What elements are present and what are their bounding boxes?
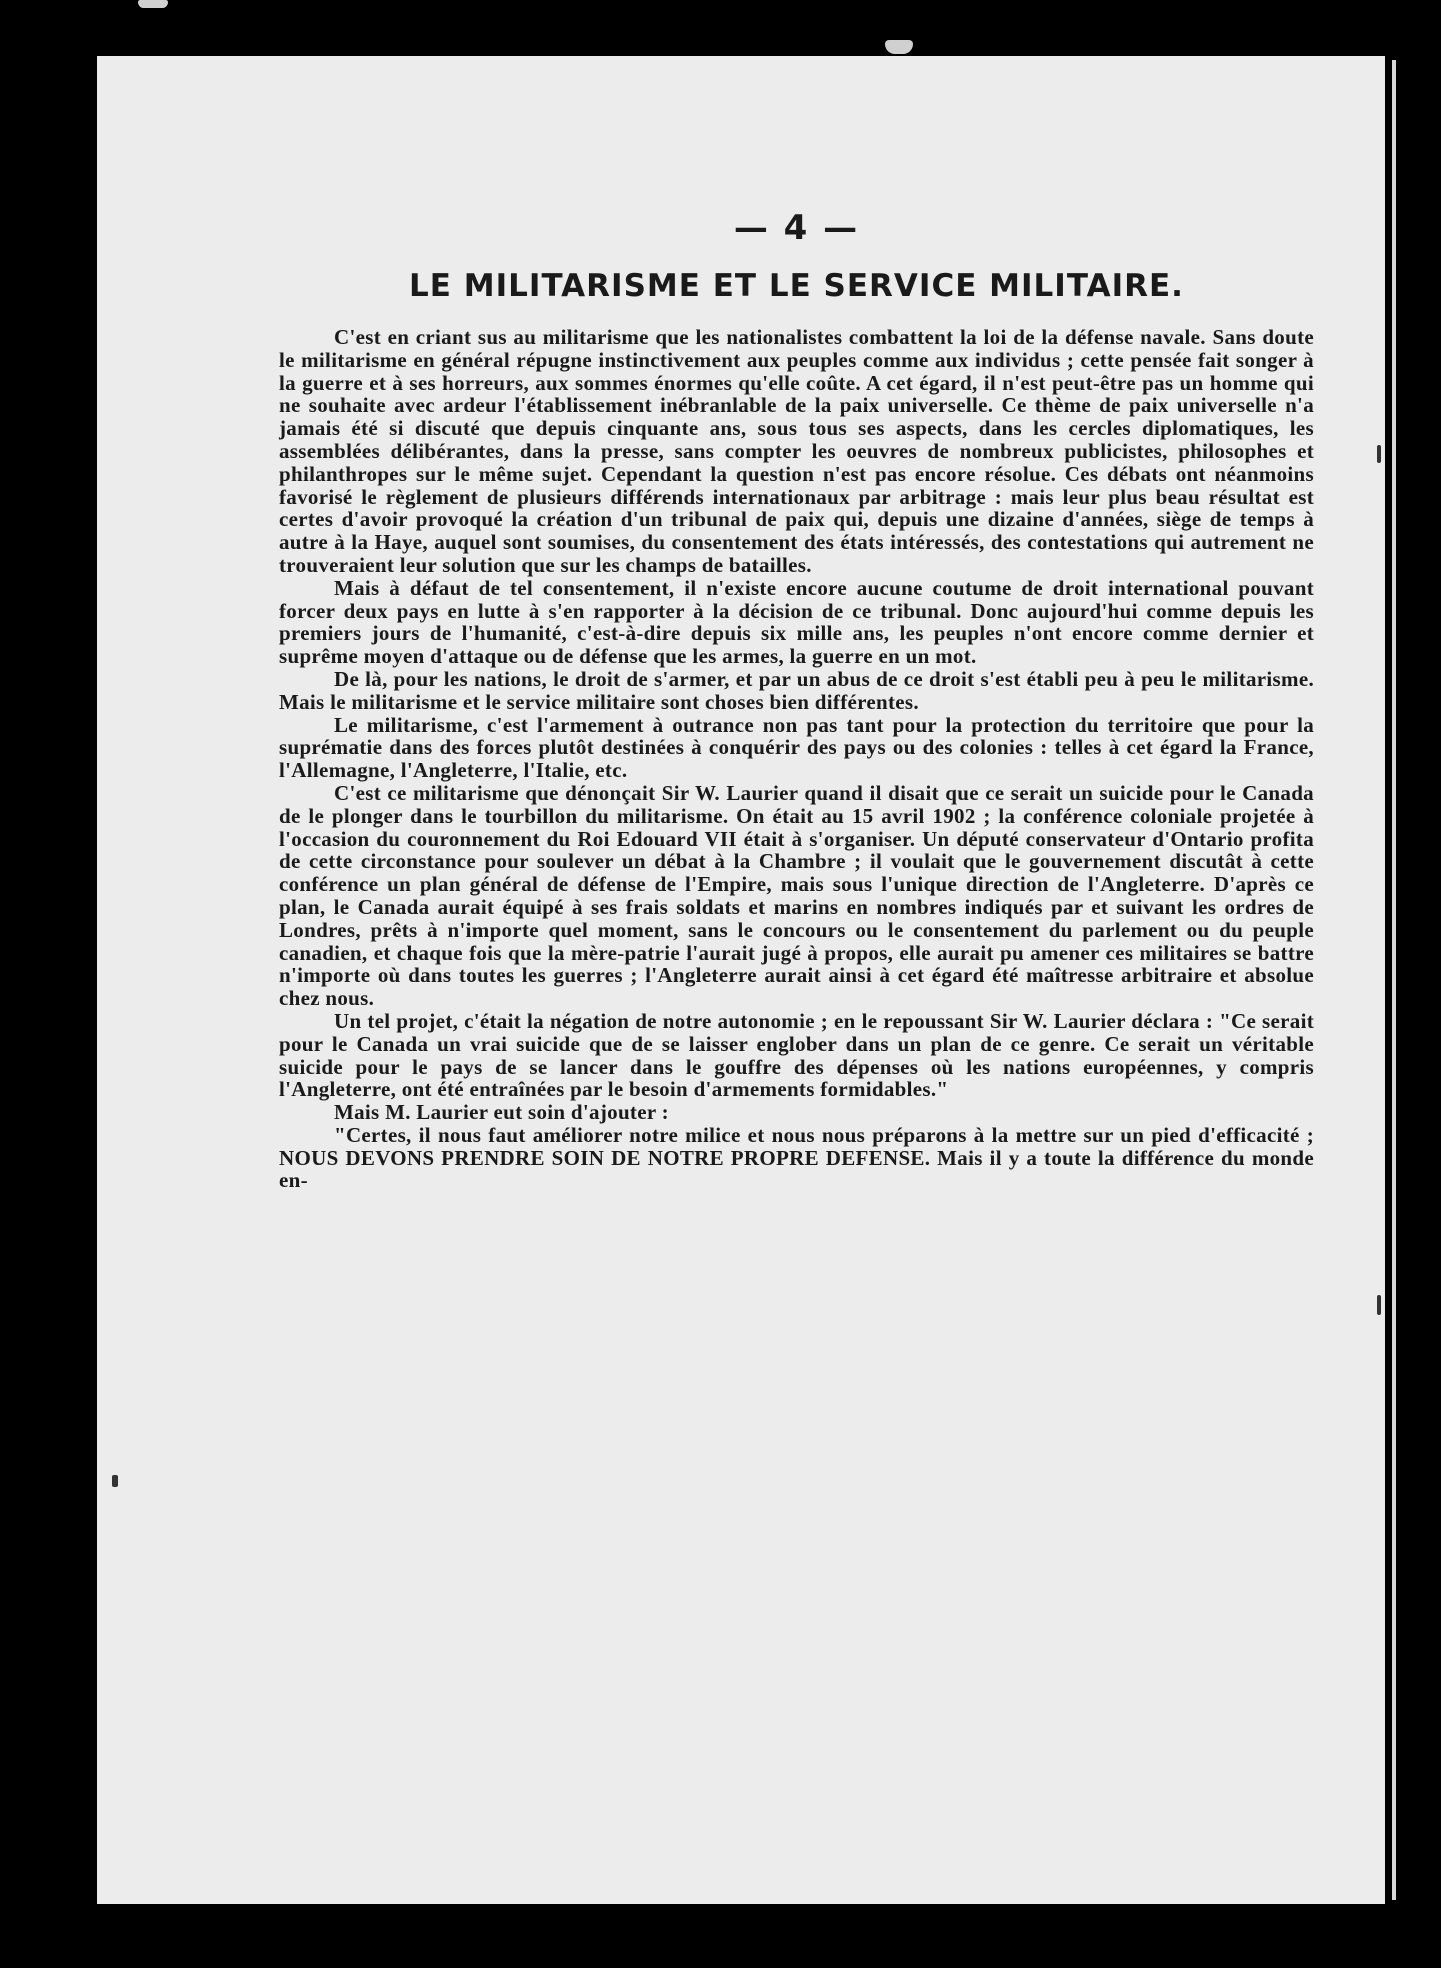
margin-speck [1377, 1295, 1381, 1315]
document-page [97, 56, 1385, 1904]
article-title: LE MILITARISME ET LE SERVICE MILITAIRE. [409, 268, 1184, 304]
paragraph: Un tel projet, c'était la négation de notre autonomie ; en le repoussant Sir W. Laurier déclara : "Ce serait pour le Canada un vrai suicide que de se laisser englober dans un plan de ce genre. Ce serait un véritable suicide pour le pays de se lancer dans le gouffre des dépenses où les nations européennes, y compris l'Angleterre, ont été entraînées par le besoin d'armements formidables." [279, 1008, 1314, 1102]
paragraph: C'est ce militarisme que dénonçait Sir W. Laurier quand il disait que ce serait un suicide pour le Canada de le plonger dans le tourbillon du militarisme. On était au 15 avril 1902 ; la conférence coloniale projetée à l'occasion du couronnement du Roi Edouard VII était à s'organiser. Un député conservateur d'Ontario profita de cette circonstance pour soulever un débat à la Chambre ; il voulait que le gouvernement discutât à cette conférence un plan général de défense de l'Empire, mais sous l'unique direction de l'Angleterre. D'après ce plan, le Canada aurait équipé à ses frais soldats et marins en nombres indiqués par et suivant les ordres de Londres, prêts à n'importe quel moment, sans le concours ou le consentement du parlement ou du peuple canadien, et chaque fois que la mère-patrie l'aurait jugé à propos, elle aurait pu amener ces militaires se battre n'importe où dans toutes les guerres ; l'Angleterre aurait ainsi à cet égard été maîtresse arbitraire et absolue chez nous. [279, 780, 1314, 1011]
paragraph: Mais à défaut de tel consentement, il n'existe encore aucune coutume de droit international pouvant forcer deux pays en lutte à s'en rapporter à la décision de ce tribunal. Donc aujourd'hui comme depuis les premiers jours de l'humanité, c'est-à-dire depuis six mille ans, les peuples n'ont encore comme dernier et suprême moyen d'attaque ou de défense que les armes, la guerre en un mot. [279, 575, 1314, 669]
text-column [279, 208, 1314, 1192]
margin-speck [112, 1475, 118, 1487]
paper-corner-mark [138, 0, 168, 8]
page-number: — 4 — [733, 208, 860, 248]
paragraph: De là, pour les nations, le droit de s'armer, et par un abus de ce droit s'est établi peu à peu le militarisme. Mais le militarisme et le service militaire sont choses bien différentes. [279, 666, 1314, 714]
paper-tear-mark [885, 40, 913, 54]
paragraph: Le militarisme, c'est l'armement à outrance non pas tant pour la protection du territoire que pour la suprématie dans des forces plutôt destinées à conquérir des pays ou des colonies : telles à cet égard la France, l'Allemagne, l'Angleterre, l'Italie, etc. [279, 712, 1314, 783]
page-edge-divider [1392, 60, 1396, 1900]
margin-speck [1377, 445, 1381, 463]
paragraph: Mais M. Laurier eut soin d'ajouter : [334, 1100, 669, 1125]
paragraph: C'est en criant sus au militarisme que les nationalistes combattent la loi de la défense navale. Sans doute le militarisme en général répugne instinctivement aux peuples comme aux individus ; cette pensée fait songer à la guerre et à ses horreurs, aux sommes énormes qu'elle coûte. A cet égard, il n'est peut-être pas un homme qui ne souhaite avec ardeur l'établissement inébranlable de la paix universelle. Ce thème de paix universelle n'a jamais été si discuté que depuis cinquante ans, sous tous ses aspects, dans les cercles diplomatiques, les assemblées délibérantes, dans la presse, sans compter les oeuvres de nombreux publicistes, philosophes et philanthropes sur le même sujet. Cependant la question n'est pas encore résolue. Ces débats ont néanmoins favorisé le règlement de plusieurs différends internationaux par arbitrage : mais leur plus beau résultat est certes d'avoir provoqué la création d'un tribunal de paix qui, depuis une dizaine d'années, siège de temps à autre à la Haye, auquel sont soumises, du consentement des états intéressés, des contestations qui autrement ne trouveraient leur solution que sur les champs de batailles. [279, 325, 1314, 577]
paragraph: "Certes, il nous faut améliorer notre milice et nous nous préparons à la mettre sur un pied d'efficacité ; NOUS DEVONS PRENDRE SOIN DE NOTRE PROPRE DEFENSE. Mais il y a toute la différence du monde en- [279, 1122, 1314, 1193]
